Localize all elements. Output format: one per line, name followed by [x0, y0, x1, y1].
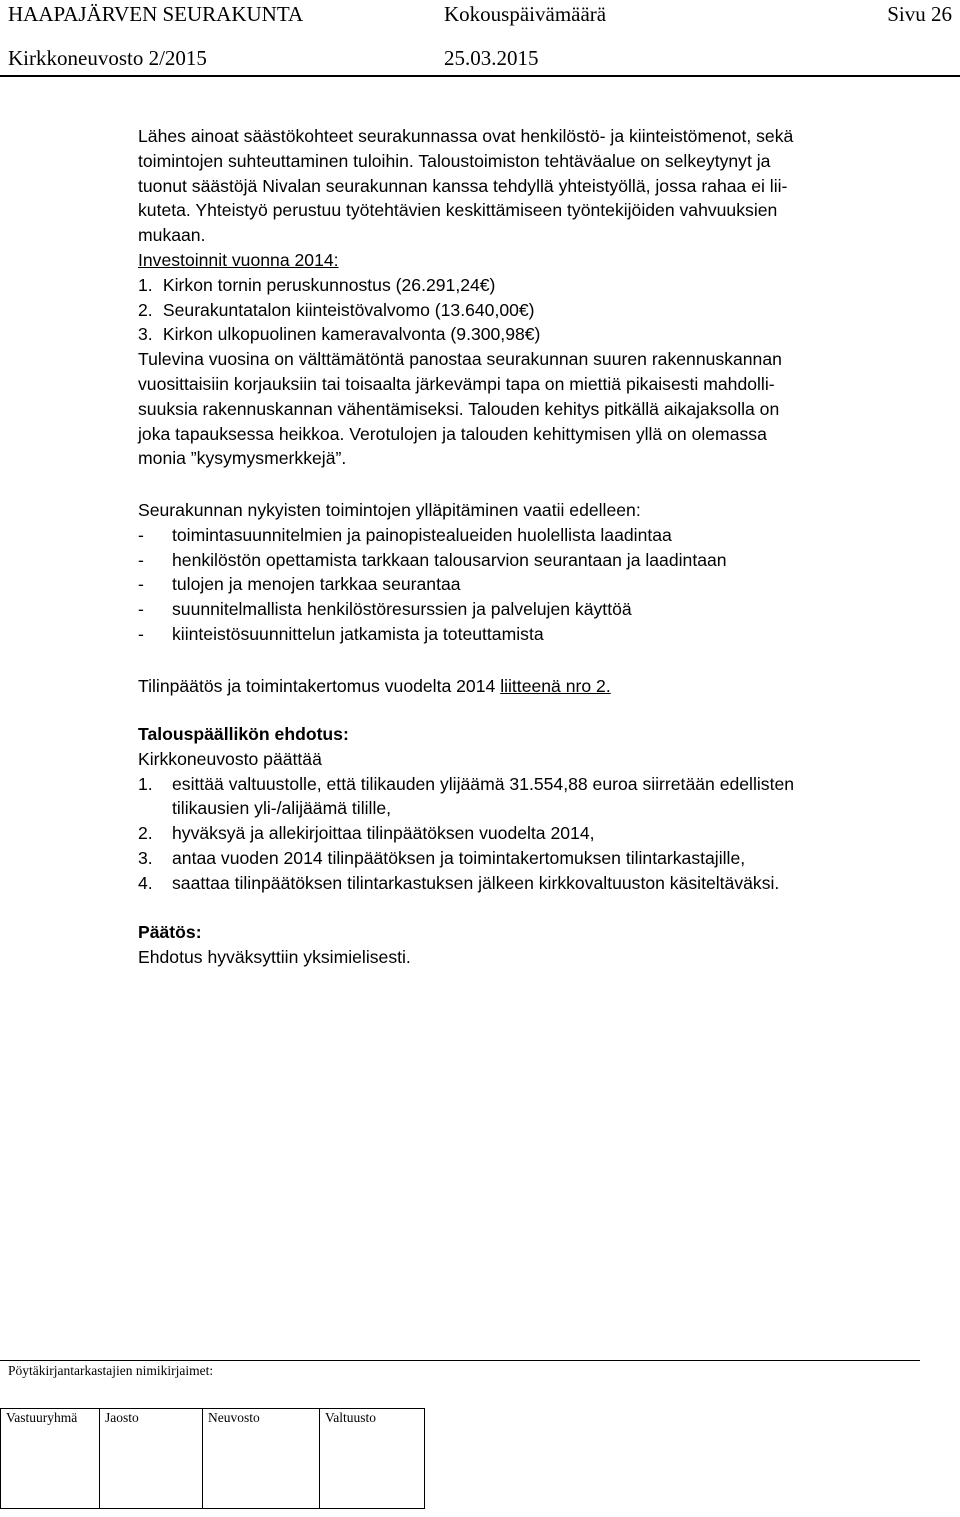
- proposal-section: [138, 722, 938, 896]
- meeting-date-label: Kokouspäivämäärä: [444, 2, 607, 26]
- investment-item: 3. Kirkon ulkopuolinen kameravalvonta (9.300,98€): [138, 324, 541, 345]
- decision-section: [138, 920, 938, 970]
- list-item: - toimintasuunnitelmien ja painopistealueiden huolellista laadintaa: [138, 524, 672, 545]
- proposal-item: 2. hyväksyä ja allekirjoittaa tilinpäätöksen vuodelta 2014,: [138, 823, 595, 844]
- approval-cell: Neuvosto: [203, 1409, 320, 1509]
- proposal-intro: Kirkkoneuvosto päättää: [138, 748, 322, 769]
- list-item: - suunnitelmallista henkilöstöresurssien ja palvelujen käyttöä: [138, 599, 632, 620]
- approval-cell: Valtuusto: [320, 1409, 425, 1509]
- text-line: suuksia rakennuskannan vähentämiseksi. Talouden kehitys pitkällä aikajaksolla on: [138, 398, 780, 419]
- header-divider: [0, 75, 960, 77]
- text-line: kuteta. Yhteistyö perustuu työtehtävien keskittämiseen työntekijöiden vahvuuksien: [138, 200, 778, 221]
- maintenance-section: [138, 498, 938, 647]
- text-line: tuonut säästöjä Nivalan seurakunnan kanssa tehdyllä yhteistyöllä, jossa rahaa ei lii-: [138, 175, 788, 196]
- proposal-item: 3. antaa vuoden 2014 tilinpäätöksen ja toimintakertomuksen tilintarkastajille,: [138, 847, 746, 868]
- list-item: - henkilöstön opettamista tarkkaan talousarvion seurantaan ja laadintaan: [138, 549, 727, 570]
- decision-heading: Päätös:: [138, 922, 202, 942]
- maintenance-intro: Seurakunnan nykyisten toimintojen ylläpitäminen vaatii edelleen:: [138, 500, 641, 520]
- investments-heading: Investoinnit vuonna 2014:: [138, 249, 339, 270]
- text-line: monia ”kysymysmerkkejä”.: [138, 448, 347, 469]
- meeting-date: 25.03.2015: [444, 46, 539, 70]
- signature-divider: [0, 1360, 920, 1361]
- investment-item: 2. Seurakuntatalon kiinteistövalvomo (13.640,00€): [138, 299, 535, 320]
- text-line: Tulevina vuosina on välttämätöntä panostaa seurakunnan suuren rakennuskannan: [138, 349, 782, 370]
- proposal-item-continued: tilikausien yli-/alijäämä tilille,: [172, 798, 392, 819]
- proposal-item: 4. saattaa tilinpäätöksen tilintarkastuksen jälkeen kirkkovaltuuston käsiteltäväksi.: [138, 872, 780, 893]
- attachment-text: Tilinpäätös ja toimintakertomus vuodelta 2014: [138, 676, 501, 696]
- text-line: joka tapauksessa heikkoa. Verotulojen ja talouden kehittymisen yllä on olemassa: [138, 423, 767, 444]
- list-item: - tulojen ja menojen tarkkaa seurantaa: [138, 574, 461, 595]
- attachment-link[interactable]: liitteenä nro 2.: [500, 676, 611, 696]
- organization-name: HAAPAJÄRVEN SEURAKUNTA: [8, 2, 304, 26]
- proposal-item: 1. esittää valtuustolle, että tilikauden ylijäämä 31.554,88 euroa siirretään edellisten: [138, 773, 795, 794]
- paragraph-savings: [138, 124, 938, 471]
- signatures-label: Pöytäkirjantarkastajien nimikirjaimet:: [8, 1363, 214, 1378]
- attachment-note: [138, 674, 938, 699]
- approval-table: [0, 1408, 425, 1509]
- text-line: Lähes ainoat säästökohteet seurakunnassa ovat henkilöstö- ja kiinteistömenot, sekä: [138, 126, 794, 146]
- decision-text: Ehdotus hyväksyttiin yksimielisesti.: [138, 946, 411, 967]
- page-subheader: [8, 46, 952, 76]
- investment-item: 1. Kirkon tornin peruskunnostus (26.291,24€): [138, 274, 496, 295]
- list-item: - kiinteistösuunnittelun jatkamista ja toteuttamista: [138, 623, 544, 644]
- text-line: vuosittaisiin korjauksiin tai toisaalta järkevämpi tapa on miettiä pikaisesti mahdolli-: [138, 373, 775, 394]
- proposal-heading: Talouspäällikön ehdotus:: [138, 724, 349, 744]
- text-line: mukaan.: [138, 225, 206, 246]
- approval-cell: Jaosto: [100, 1409, 203, 1509]
- board-meeting: Kirkkoneuvosto 2/2015: [8, 46, 207, 70]
- page-header: [8, 2, 952, 32]
- text-line: toimintojen suhteuttaminen tuloihin. Taloustoimiston tehtäväalue on selkeytynyt ja: [138, 150, 771, 171]
- approval-cell: Vastuuryhmä: [1, 1409, 100, 1509]
- page-number: Sivu 26: [887, 2, 952, 26]
